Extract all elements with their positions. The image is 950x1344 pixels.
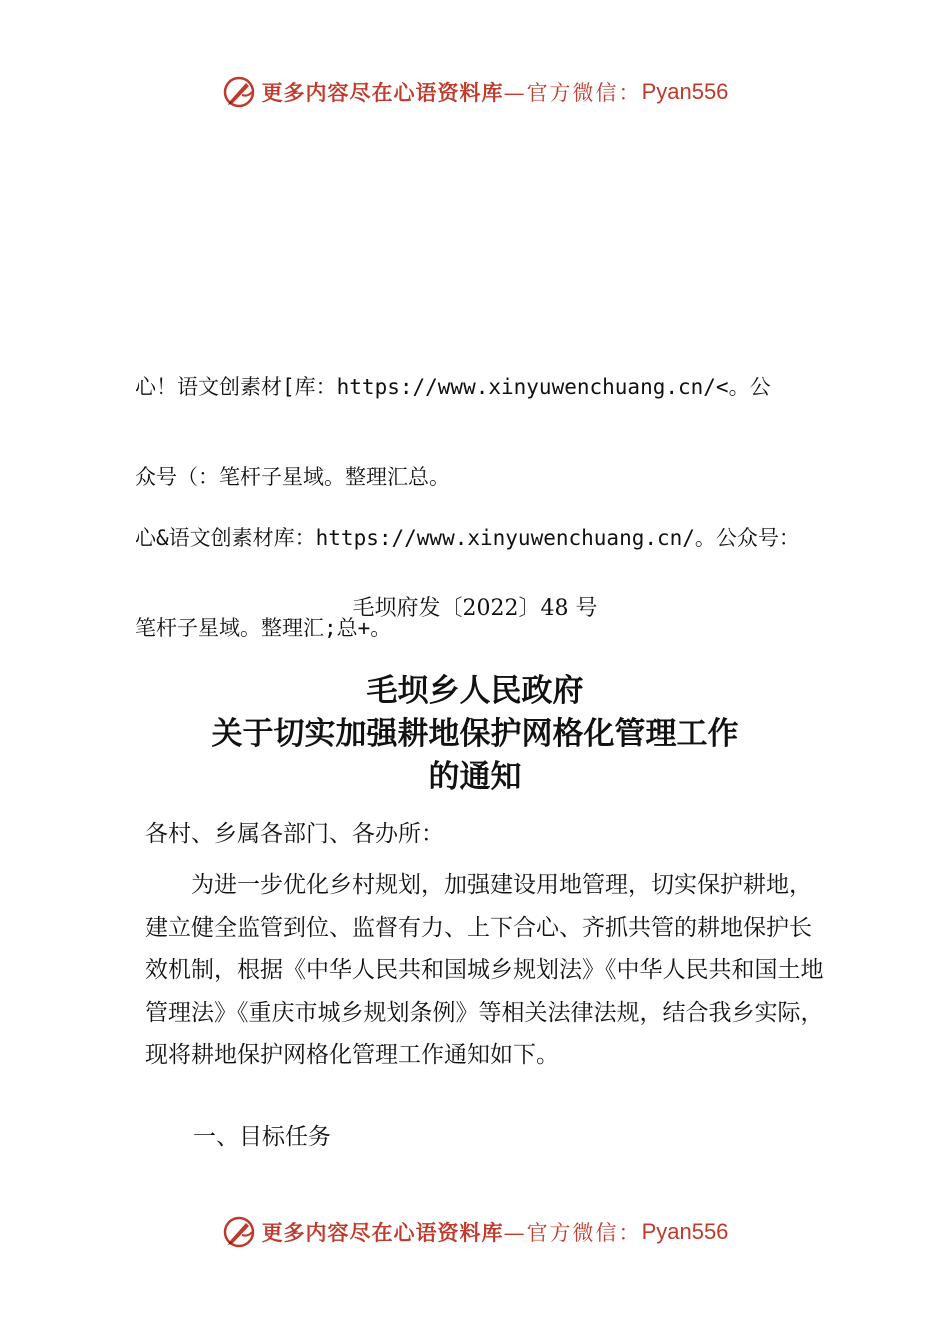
header-banner [0,72,950,112]
source-note-1-line1: 心！语文创素材[库：https://www.xinyuwenchuang.cn/<。公 [135,375,771,399]
footer-wechat-id: Pyan556 [641,1219,729,1244]
pen-logo-icon [222,1215,256,1249]
document-title [100,670,850,799]
header-wechat-id: Pyan556 [641,79,729,104]
intro-paragraph: 为进一步优化乡村规划，加强建设用地管理，切实保护耕地，建立健全监管到位、监督有力、上下合心、齐抓共管的耕地保护长效机制，根据《中华人民共和国城乡规划法》《中华人民共和国土地管理法》《重庆市城乡规划条例》等相关法律法规，结合我乡实际，现将耕地保护网格化管理工作通知如下。 [145,872,824,1068]
title-line-2: 关于切实加强耕地保护网格化管理工作 [211,716,739,752]
salutation: 各村、乡属各部门、各办所： [145,821,444,847]
document-number: 毛坝府发〔2022〕48 号 [352,596,598,621]
section-heading: 一、目标任务 [193,1124,331,1150]
title-line-1: 毛坝乡人民政府 [366,673,584,709]
header-promo-text: 更多内容尽在心语资料库 [261,80,504,105]
header-official-label: —官方微信： [503,81,642,105]
title-line-3: 的通知 [428,759,522,795]
pen-logo-icon [222,75,256,109]
footer-banner [0,1212,950,1252]
source-note-1-line2: 众号（：笔杆子星域。整理汇总。 [135,465,450,489]
source-note-2 [135,463,835,673]
footer-official-label: —官方微信： [503,1221,642,1245]
source-note-2-line2: 笔杆子星域。整理汇;总+。 [135,616,392,640]
source-note-2-line1: 心&语文创素材库：https://www.xinyuwenchuang.cn/。公众号： [135,526,800,550]
footer-promo-text: 更多内容尽在心语资料库 [261,1220,504,1245]
